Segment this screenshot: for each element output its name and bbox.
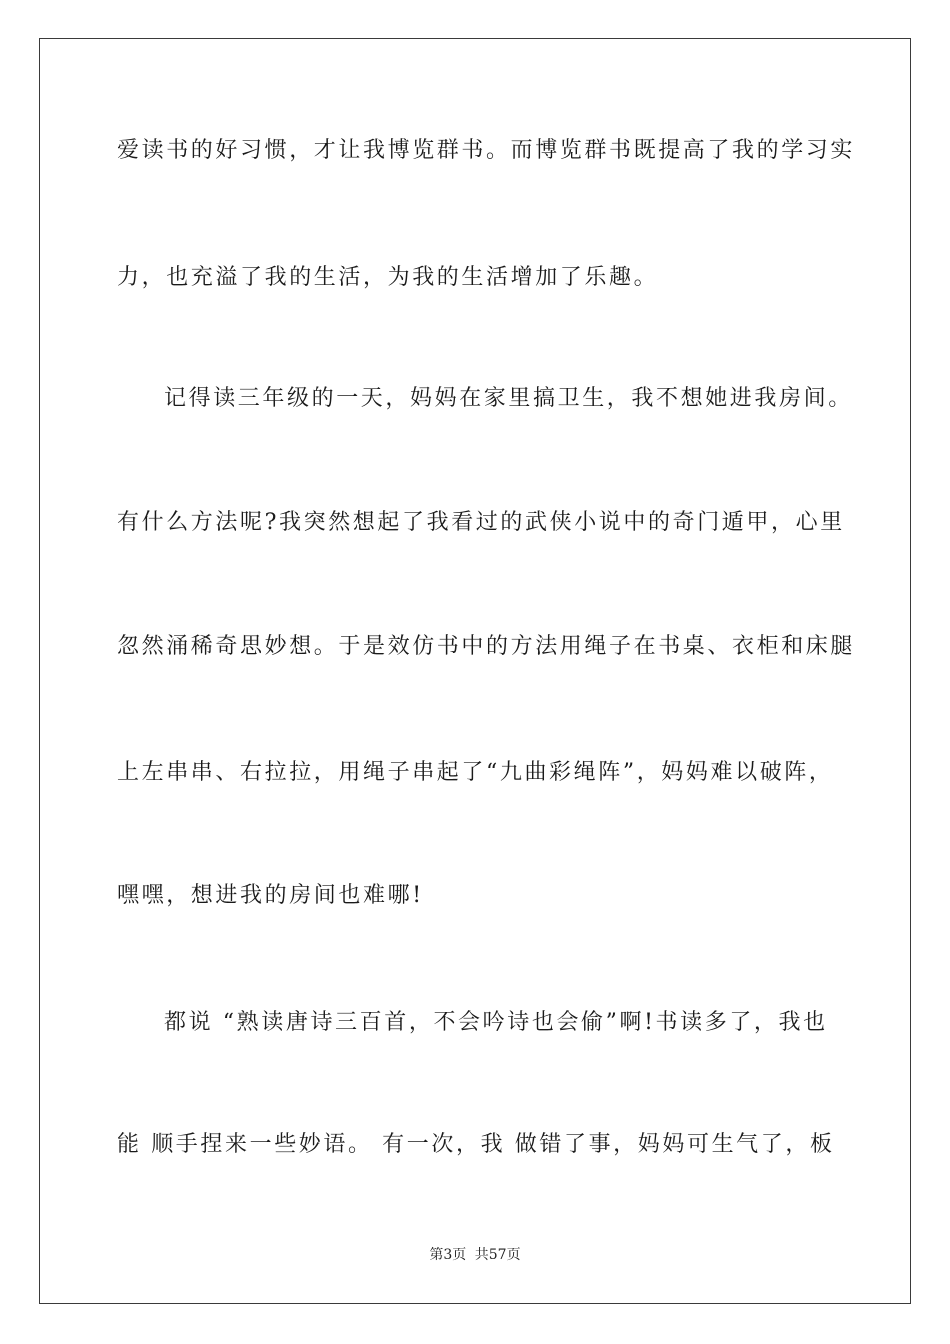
page-total: 共57页 bbox=[474, 1247, 521, 1263]
page-footer bbox=[0, 1246, 950, 1264]
text-line-7: 嘿嘿，想进我的房间也难哪! bbox=[117, 883, 424, 908]
text-line-1: 爱读书的好习惯，才让我博览群书。而博览群书既提高了我的学习实 bbox=[117, 138, 856, 163]
text-line-2: 力，也充溢了我的生活，为我的生活增加了乐趣。 bbox=[117, 265, 659, 290]
text-line-4: 有什么方法呢?我突然想起了我看过的武侠小说中的奇门遁甲，心里 bbox=[117, 510, 845, 535]
page-border bbox=[39, 38, 911, 1304]
text-line-6: 上左串串、右拉拉，用绳子串起了“九曲彩绳阵”，妈妈难以破阵， bbox=[117, 760, 834, 785]
text-line-3: 记得读三年级的一天，妈妈在家里搞卫生，我不想她进我房间。 bbox=[164, 386, 853, 411]
page-number: 第3页 bbox=[429, 1247, 467, 1263]
text-line-9: 能 顺手捏来一些妙语。 有一次，我 做错了事，妈妈可生气了，板 bbox=[117, 1132, 835, 1157]
text-line-8: 都说 “熟读唐诗三百首，不会吟诗也会偷”啊!书读多了，我也 bbox=[164, 1010, 828, 1035]
text-line-5: 忽然涌稀奇思妙想。于是效仿书中的方法用绳子在书桌、衣柜和床腿 bbox=[117, 634, 856, 659]
